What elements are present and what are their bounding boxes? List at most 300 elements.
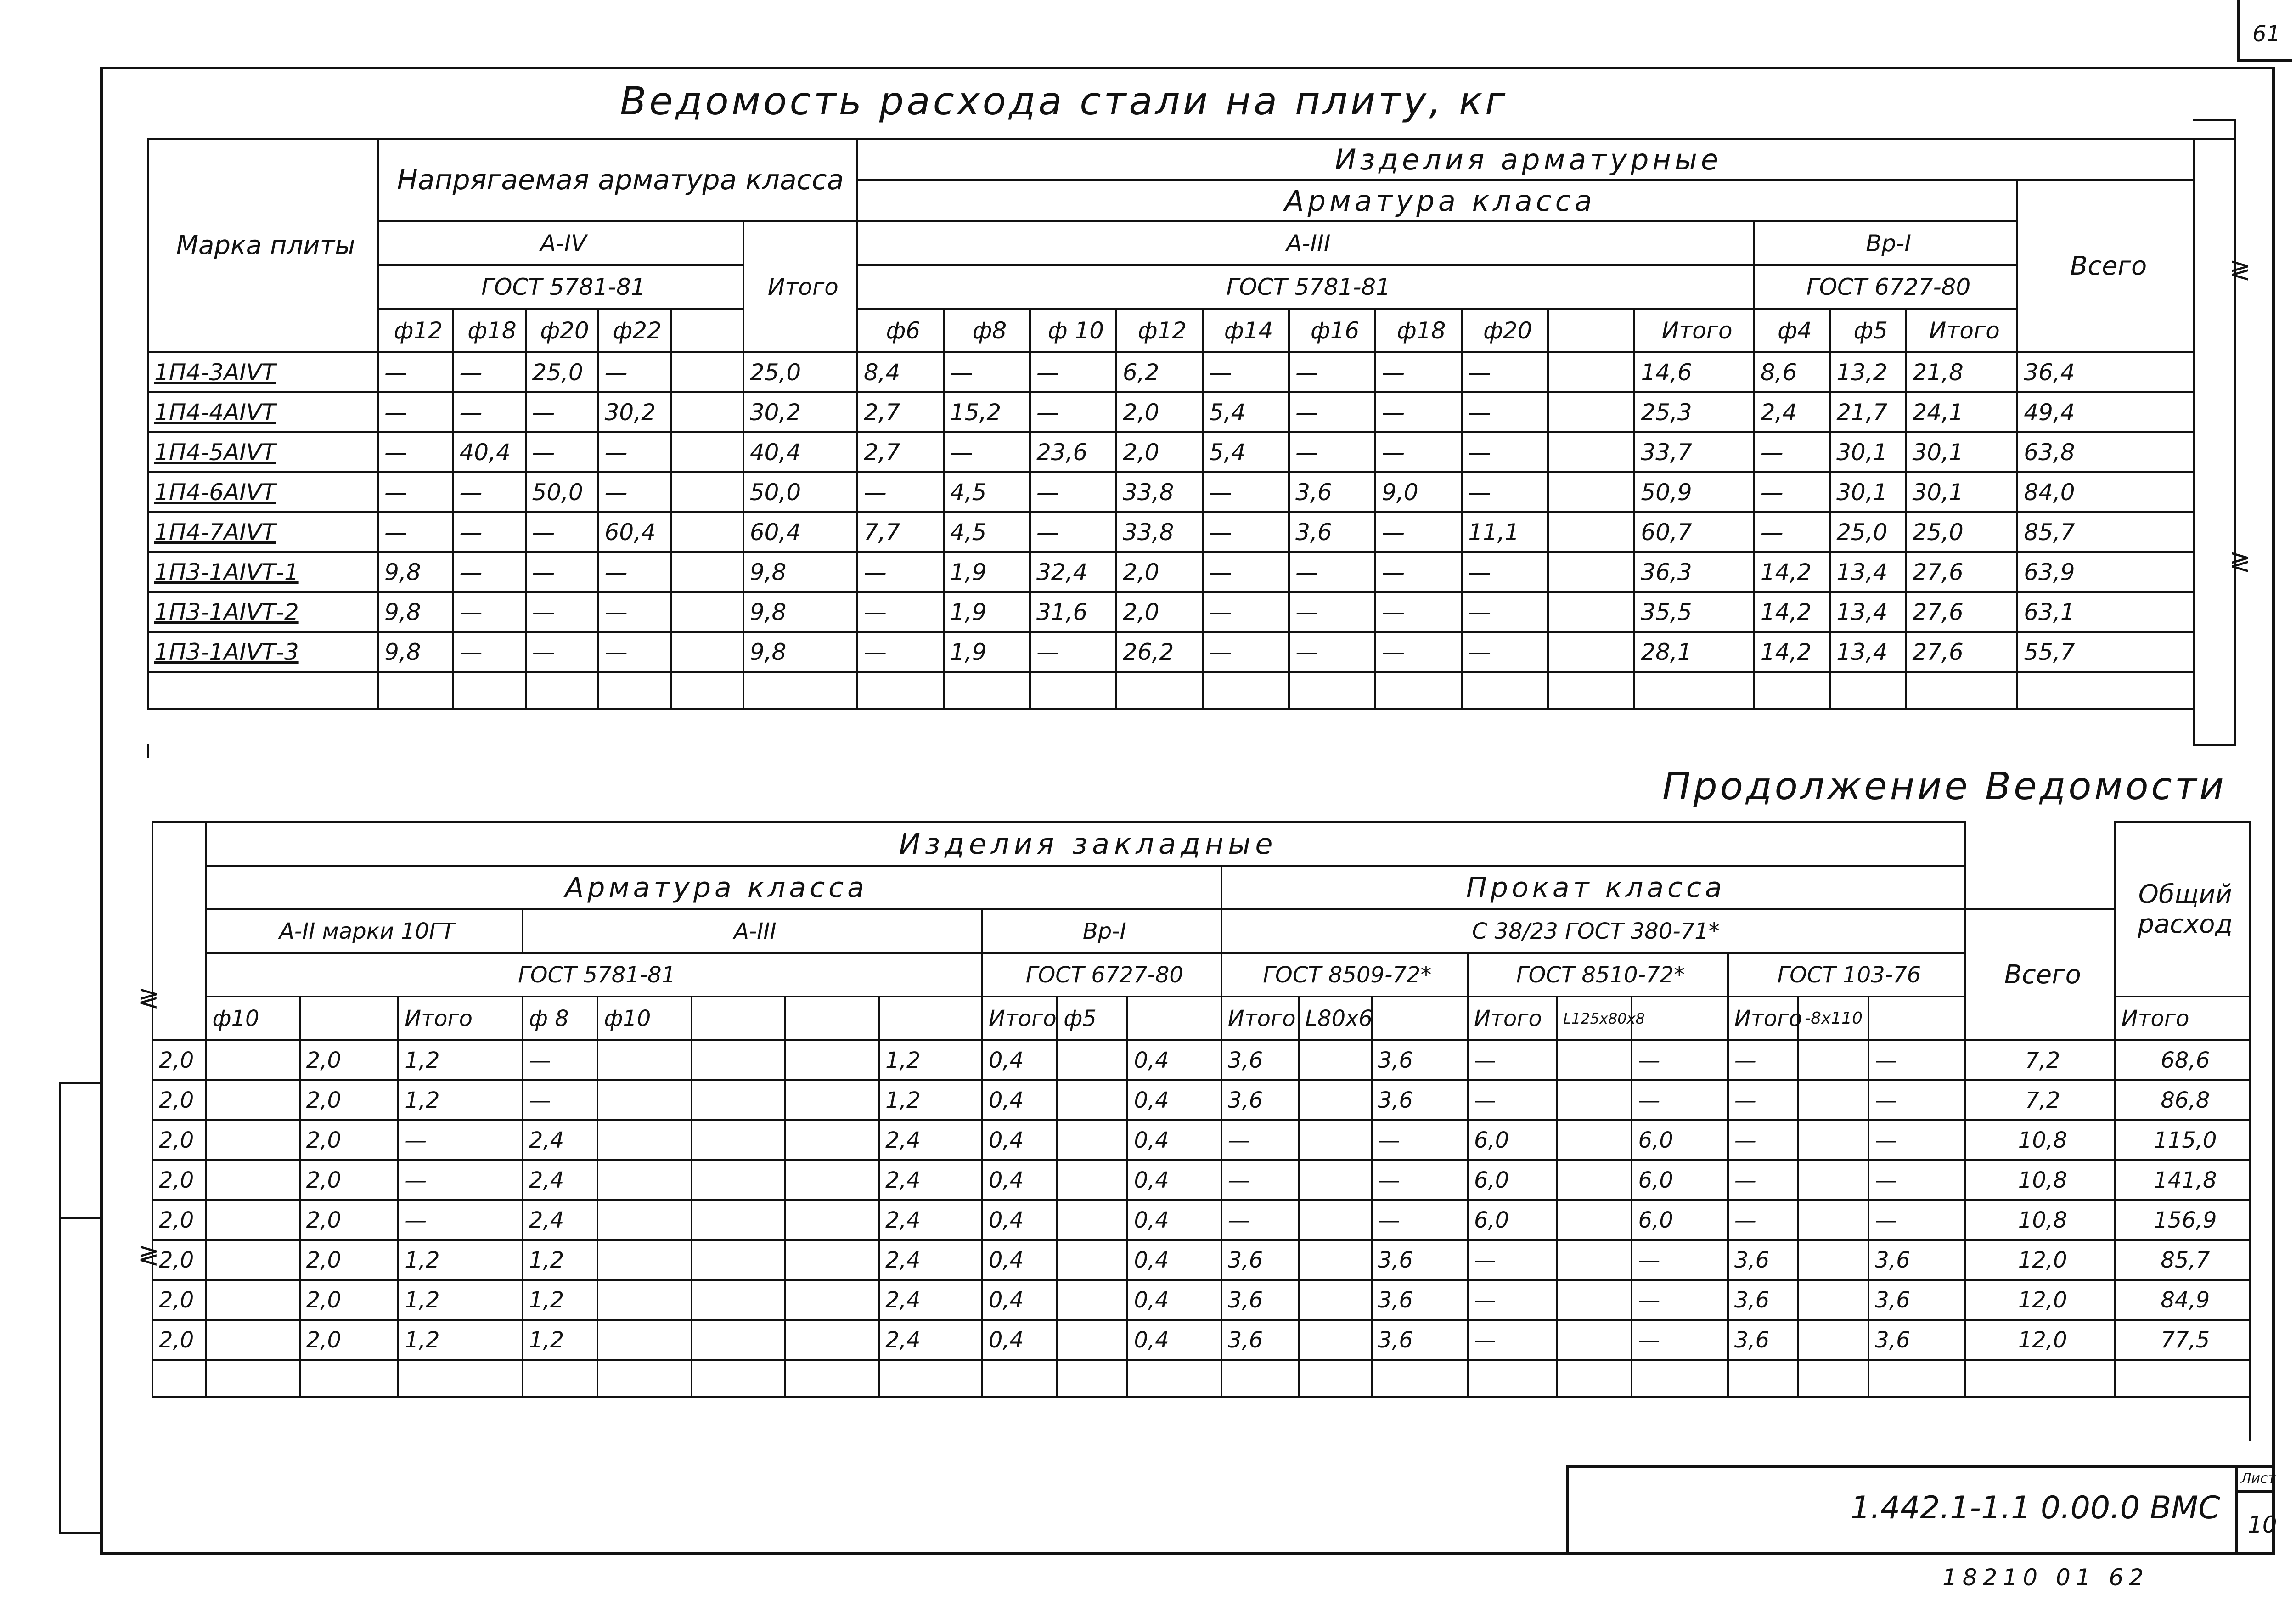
value-cell <box>1057 1080 1127 1120</box>
empty-cell <box>1965 1360 2115 1397</box>
plate-mark-cell: 1П3-1АIVТ-1 <box>148 552 378 592</box>
empty-cell <box>1468 1360 1557 1397</box>
diam-header-cell: -8х110 <box>1798 997 1868 1040</box>
value-cell: 30,1 <box>1830 432 1906 472</box>
empty-cell <box>148 672 378 709</box>
bottom-table-left-margin <box>152 822 206 1040</box>
value-cell: 2,4 <box>879 1280 982 1320</box>
value-cell: 6,2 <box>1116 352 1203 392</box>
value-cell: — <box>1289 352 1375 392</box>
value-cell <box>1557 1080 1632 1120</box>
value-cell: 3,6 <box>1372 1080 1468 1120</box>
table-row <box>148 472 2194 512</box>
value-cell: 3,6 <box>1289 512 1375 552</box>
value-cell: 10,8 <box>1965 1160 2115 1200</box>
value-cell: 8,4 <box>857 352 944 392</box>
value-cell: 84,0 <box>2017 472 2194 512</box>
col-header-products: Изделия арматурные <box>857 139 2194 180</box>
value-cell: 4,5 <box>944 472 1030 512</box>
value-cell: — <box>398 1120 523 1160</box>
value-cell: — <box>598 472 671 512</box>
value-cell <box>785 1040 879 1080</box>
value-cell: 23,6 <box>1030 432 1116 472</box>
value-cell <box>206 1040 299 1080</box>
value-cell: — <box>1632 1240 1728 1280</box>
value-cell: — <box>378 512 453 552</box>
title-block-divider <box>2235 1490 2275 1493</box>
value-cell <box>692 1120 785 1160</box>
empty-cell <box>879 1360 982 1397</box>
value-cell <box>1057 1040 1127 1080</box>
value-cell: — <box>1289 592 1375 632</box>
value-cell: — <box>944 432 1030 472</box>
value-cell: — <box>453 592 525 632</box>
value-cell: 0,4 <box>1127 1120 1221 1160</box>
value-cell: 2,0 <box>300 1080 399 1120</box>
value-cell: — <box>857 552 944 592</box>
plate-mark-cell: 1П3-1АIVТ-2 <box>148 592 378 632</box>
value-cell: — <box>1728 1120 1798 1160</box>
value-cell: 85,7 <box>2115 1240 2250 1280</box>
empty-cell <box>1203 672 1289 709</box>
diam-header-cell: Итого <box>1728 997 1798 1040</box>
value-cell: 10,8 <box>1965 1120 2115 1160</box>
value-cell: 1,2 <box>398 1040 523 1080</box>
value-cell: — <box>1203 512 1289 552</box>
value-cell: 3,6 <box>1868 1240 1965 1280</box>
col-header-gost6727: ГОСТ 6727-80 <box>982 953 1221 997</box>
value-cell: — <box>1462 552 1548 592</box>
value-cell: — <box>453 472 525 512</box>
value-cell: 3,6 <box>1221 1280 1299 1320</box>
value-cell: 25,3 <box>1634 392 1754 432</box>
value-cell: 2,0 <box>300 1040 399 1080</box>
empty-cell <box>1728 1360 1798 1397</box>
value-cell: — <box>1728 1160 1798 1200</box>
value-cell: 30,1 <box>1906 432 2017 472</box>
break-mark: ≷ <box>138 983 159 1013</box>
value-cell: 1,2 <box>398 1080 523 1120</box>
value-cell: 40,4 <box>743 432 857 472</box>
footer-code: 18210 01 62 <box>1942 1564 2150 1591</box>
empty-cell <box>1462 672 1548 709</box>
value-cell: — <box>598 552 671 592</box>
value-cell: 6,0 <box>1632 1160 1728 1200</box>
value-cell: 86,8 <box>2115 1080 2250 1120</box>
value-cell <box>597 1080 691 1120</box>
value-cell: — <box>1754 472 1830 512</box>
value-cell <box>597 1120 691 1160</box>
continuation-title: Продолжение Ведомости <box>1662 765 2227 808</box>
value-cell: 1,2 <box>523 1320 597 1360</box>
value-cell <box>1057 1320 1127 1360</box>
value-cell: — <box>453 392 525 432</box>
value-cell: 50,0 <box>743 472 857 512</box>
value-cell: — <box>1375 552 1462 592</box>
empty-cell <box>1830 672 1906 709</box>
diam-a4: ф18 <box>453 309 525 352</box>
value-cell: 3,6 <box>1868 1320 1965 1360</box>
top-table-tail-line <box>2193 119 2236 121</box>
col-header-a3: А-III <box>857 221 1754 265</box>
value-cell: 156,9 <box>2115 1200 2250 1240</box>
empty-cell <box>206 1360 299 1397</box>
value-cell: 35,5 <box>1634 592 1754 632</box>
col-header-total: Итого <box>743 221 857 352</box>
value-cell: 0,4 <box>1127 1160 1221 1200</box>
value-cell: 2,0 <box>300 1200 399 1240</box>
empty-cell <box>152 1360 206 1397</box>
value-cell: 3,6 <box>1372 1320 1468 1360</box>
value-cell: 3,6 <box>1728 1320 1798 1360</box>
value-cell <box>671 432 743 472</box>
value-cell: 2,0 <box>1116 552 1203 592</box>
diam-header-cell: ф 8 <box>523 997 597 1040</box>
value-cell: — <box>1203 592 1289 632</box>
value-cell: 32,4 <box>1030 552 1116 592</box>
empty-cell <box>743 672 857 709</box>
empty-cell <box>857 672 944 709</box>
table-row <box>152 1200 2250 1240</box>
value-cell: 0,4 <box>982 1240 1057 1280</box>
value-cell <box>1557 1280 1632 1320</box>
value-cell <box>597 1040 691 1080</box>
value-cell: 15,2 <box>944 392 1030 432</box>
value-cell <box>1299 1320 1371 1360</box>
empty-cell <box>598 672 671 709</box>
empty-cell <box>692 1360 785 1397</box>
value-cell: — <box>598 592 671 632</box>
value-cell: 3,6 <box>1868 1280 1965 1320</box>
value-cell: 25,0 <box>743 352 857 392</box>
value-cell <box>206 1200 299 1240</box>
diam-header-cell: Итого <box>2115 997 2250 1040</box>
diam-header-cell <box>300 997 399 1040</box>
diam-a4: ф12 <box>378 309 453 352</box>
bottom-table-blank <box>1965 822 2115 909</box>
value-cell: 28,1 <box>1634 632 1754 672</box>
value-cell: 0,4 <box>982 1280 1057 1320</box>
value-cell <box>1548 352 1634 392</box>
value-cell: 63,1 <box>2017 592 2194 632</box>
table-row <box>152 1120 2250 1160</box>
col-header-total-bp: Итого <box>1906 309 2017 352</box>
diam-header-cell <box>785 997 879 1040</box>
value-cell: — <box>857 632 944 672</box>
table-row <box>148 352 2194 392</box>
value-cell <box>597 1240 691 1280</box>
value-cell <box>1798 1200 1868 1240</box>
value-cell <box>692 1280 785 1320</box>
value-cell: 0,4 <box>1127 1280 1221 1320</box>
value-cell: — <box>1468 1320 1557 1360</box>
value-cell: 27,6 <box>1906 552 2017 592</box>
diam-a3: ф12 <box>1116 309 1203 352</box>
table-row <box>148 392 2194 432</box>
col-header-bp1: Вр-I <box>982 909 1221 953</box>
diam-a3: ф20 <box>1462 309 1548 352</box>
plate-mark-cell: 1П4-3АIVТ <box>148 352 378 392</box>
value-cell: — <box>1632 1280 1728 1320</box>
diam-header-cell <box>1868 997 1965 1040</box>
diam-a4: ф20 <box>526 309 598 352</box>
value-cell: 30,1 <box>1906 472 2017 512</box>
value-cell <box>671 592 743 632</box>
value-cell: 2,4 <box>523 1120 597 1160</box>
value-cell: 12,0 <box>1965 1240 2115 1280</box>
table-row-empty <box>148 672 2194 709</box>
value-cell: — <box>1030 392 1116 432</box>
value-cell: 60,7 <box>1634 512 1754 552</box>
value-cell <box>692 1160 785 1200</box>
value-cell: 36,4 <box>2017 352 2194 392</box>
empty-cell <box>1289 672 1375 709</box>
value-cell: 9,8 <box>378 592 453 632</box>
value-cell: — <box>1868 1160 1965 1200</box>
value-cell: 2,0 <box>152 1280 206 1320</box>
value-cell <box>671 392 743 432</box>
binding-mark <box>59 1082 61 1534</box>
value-cell <box>785 1240 879 1280</box>
empty-cell <box>1906 672 2017 709</box>
col-header-gost6727: ГОСТ 6727-80 <box>1754 265 2017 309</box>
empty-cell <box>300 1360 399 1397</box>
value-cell <box>1548 392 1634 432</box>
value-cell: 3,6 <box>1221 1240 1299 1280</box>
table-row-empty <box>152 1360 2250 1397</box>
empty-cell <box>1632 1360 1728 1397</box>
value-cell: 30,2 <box>598 392 671 432</box>
value-cell <box>206 1280 299 1320</box>
value-cell: — <box>523 1040 597 1080</box>
value-cell: 7,7 <box>857 512 944 552</box>
value-cell: 6,0 <box>1468 1200 1557 1240</box>
value-cell: — <box>398 1160 523 1200</box>
value-cell: 5,4 <box>1203 392 1289 432</box>
value-cell: 2,7 <box>857 392 944 432</box>
value-cell <box>597 1200 691 1240</box>
value-cell: 25,0 <box>526 352 598 392</box>
value-cell <box>1798 1240 1868 1280</box>
empty-cell <box>1372 1360 1468 1397</box>
value-cell <box>671 552 743 592</box>
empty-cell <box>1116 672 1203 709</box>
value-cell: 31,6 <box>1030 592 1116 632</box>
diam-a3: ф18 <box>1375 309 1462 352</box>
value-cell: 27,6 <box>1906 592 2017 632</box>
table-row <box>148 552 2194 592</box>
value-cell: 6,0 <box>1468 1160 1557 1200</box>
value-cell: 8,6 <box>1754 352 1830 392</box>
table-row <box>148 592 2194 632</box>
value-cell: 30,2 <box>743 392 857 432</box>
value-cell <box>1299 1040 1371 1080</box>
table-row <box>152 1160 2250 1200</box>
value-cell: 33,7 <box>1634 432 1754 472</box>
value-cell: — <box>526 552 598 592</box>
value-cell: 0,4 <box>982 1160 1057 1200</box>
value-cell <box>1057 1200 1127 1240</box>
value-cell: 14,2 <box>1754 632 1830 672</box>
value-cell: — <box>1462 472 1548 512</box>
value-cell <box>1798 1040 1868 1080</box>
embedded-products-table <box>152 821 2251 1398</box>
col-header-all: Всего <box>1965 909 2115 1040</box>
value-cell: 2,0 <box>152 1320 206 1360</box>
value-cell: 21,8 <box>1906 352 2017 392</box>
value-cell <box>597 1320 691 1360</box>
value-cell: — <box>1868 1200 1965 1240</box>
empty-cell <box>1634 672 1754 709</box>
col-header-all: Всего <box>2017 180 2194 352</box>
value-cell: 2,0 <box>1116 392 1203 432</box>
value-cell: — <box>1203 552 1289 592</box>
value-cell: 3,6 <box>1372 1280 1468 1320</box>
empty-cell <box>1057 1360 1127 1397</box>
value-cell: — <box>1632 1080 1728 1120</box>
value-cell: 2,4 <box>879 1120 982 1160</box>
diam-a3 <box>1548 309 1634 352</box>
value-cell: — <box>1468 1040 1557 1080</box>
value-cell: — <box>526 512 598 552</box>
top-table-tail-line <box>2193 138 2195 744</box>
value-cell <box>1057 1120 1127 1160</box>
value-cell: — <box>1221 1200 1299 1240</box>
value-cell: 60,4 <box>598 512 671 552</box>
diam-a3: ф6 <box>857 309 944 352</box>
value-cell: 1,2 <box>398 1240 523 1280</box>
value-cell: 3,6 <box>1221 1080 1299 1120</box>
value-cell: 2,0 <box>152 1200 206 1240</box>
sheet-label: Лист <box>2241 1471 2276 1487</box>
value-cell: 2,7 <box>857 432 944 472</box>
diam-header-cell: Итого <box>1221 997 1299 1040</box>
value-cell: 3,6 <box>1372 1040 1468 1080</box>
value-cell: 63,8 <box>2017 432 2194 472</box>
value-cell: 6,0 <box>1632 1200 1728 1240</box>
empty-cell <box>1557 1360 1632 1397</box>
value-cell <box>1299 1160 1371 1200</box>
value-cell: 13,4 <box>1830 632 1906 672</box>
value-cell: — <box>378 472 453 512</box>
value-cell <box>1299 1200 1371 1240</box>
value-cell: — <box>1462 592 1548 632</box>
value-cell: 2,4 <box>879 1240 982 1280</box>
sheet-number: 10 <box>2248 1511 2277 1538</box>
value-cell: 3,6 <box>1221 1320 1299 1360</box>
value-cell: 0,4 <box>1127 1040 1221 1080</box>
value-cell: 13,2 <box>1830 352 1906 392</box>
value-cell: 33,8 <box>1116 472 1203 512</box>
value-cell: 3,6 <box>1289 472 1375 512</box>
col-header-gost5781: ГОСТ 5781-81 <box>206 953 982 997</box>
value-cell: 3,6 <box>1372 1240 1468 1280</box>
value-cell: — <box>526 392 598 432</box>
value-cell: 13,4 <box>1830 592 1906 632</box>
value-cell <box>1057 1280 1127 1320</box>
value-cell: 50,0 <box>526 472 598 512</box>
value-cell: 14,2 <box>1754 552 1830 592</box>
value-cell: 2,4 <box>523 1160 597 1200</box>
value-cell: 27,6 <box>1906 632 2017 672</box>
value-cell: — <box>1868 1120 1965 1160</box>
value-cell: — <box>398 1200 523 1240</box>
value-cell: — <box>1203 352 1289 392</box>
value-cell: — <box>1375 632 1462 672</box>
value-cell <box>1548 632 1634 672</box>
value-cell: — <box>1289 632 1375 672</box>
value-cell: 9,8 <box>378 552 453 592</box>
value-cell: 2,0 <box>152 1160 206 1200</box>
empty-cell <box>1030 672 1116 709</box>
col-header-class: Арматура класса <box>206 866 1221 909</box>
value-cell: 0,4 <box>982 1320 1057 1360</box>
table-row <box>152 1080 2250 1120</box>
value-cell: 2,4 <box>879 1320 982 1360</box>
diam-a3: ф16 <box>1289 309 1375 352</box>
value-cell: — <box>378 432 453 472</box>
value-cell: — <box>1372 1120 1468 1160</box>
bottom-table-tail-line <box>2249 821 2251 1441</box>
value-cell: 84,9 <box>2115 1280 2250 1320</box>
value-cell: 0,4 <box>1127 1080 1221 1120</box>
value-cell <box>692 1320 785 1360</box>
value-cell <box>1557 1240 1632 1280</box>
col-header-a2: А-II марки 10ГТ <box>206 909 522 953</box>
diam-header-cell: ф10 <box>597 997 691 1040</box>
value-cell: — <box>1289 432 1375 472</box>
value-cell: — <box>1632 1320 1728 1360</box>
value-cell: — <box>1372 1200 1468 1240</box>
value-cell: 9,8 <box>743 552 857 592</box>
value-cell: 85,7 <box>2017 512 2194 552</box>
empty-cell <box>2017 672 2194 709</box>
empty-cell <box>671 672 743 709</box>
table-row <box>152 1040 2250 1080</box>
top-table-left-tail <box>147 744 149 758</box>
diam-header-cell: ф5 <box>1057 997 1127 1040</box>
value-cell: 5,4 <box>1203 432 1289 472</box>
value-cell <box>1299 1080 1371 1120</box>
diam-a4 <box>671 309 743 352</box>
value-cell: — <box>1030 472 1116 512</box>
value-cell: 55,7 <box>2017 632 2194 672</box>
title-block-divider <box>2235 1465 2238 1555</box>
value-cell: 6,0 <box>1468 1120 1557 1160</box>
table-row <box>152 1240 2250 1280</box>
diam-header-cell: ф10 <box>206 997 299 1040</box>
value-cell: 1,2 <box>398 1280 523 1320</box>
value-cell <box>1798 1320 1868 1360</box>
value-cell: 2,0 <box>300 1240 399 1280</box>
empty-cell <box>785 1360 879 1397</box>
empty-cell <box>1221 1360 1299 1397</box>
value-cell: — <box>523 1080 597 1120</box>
value-cell: 0,4 <box>982 1040 1057 1080</box>
empty-cell <box>944 672 1030 709</box>
value-cell: — <box>526 632 598 672</box>
value-cell <box>1798 1080 1868 1120</box>
col-header-total-a3: Итого <box>1634 309 1754 352</box>
value-cell <box>1798 1160 1868 1200</box>
value-cell: 7,2 <box>1965 1040 2115 1080</box>
value-cell: 60,4 <box>743 512 857 552</box>
value-cell: — <box>1375 392 1462 432</box>
value-cell: — <box>453 552 525 592</box>
value-cell: 0,4 <box>1127 1320 1221 1360</box>
value-cell: — <box>1375 432 1462 472</box>
value-cell: 11,1 <box>1462 512 1548 552</box>
